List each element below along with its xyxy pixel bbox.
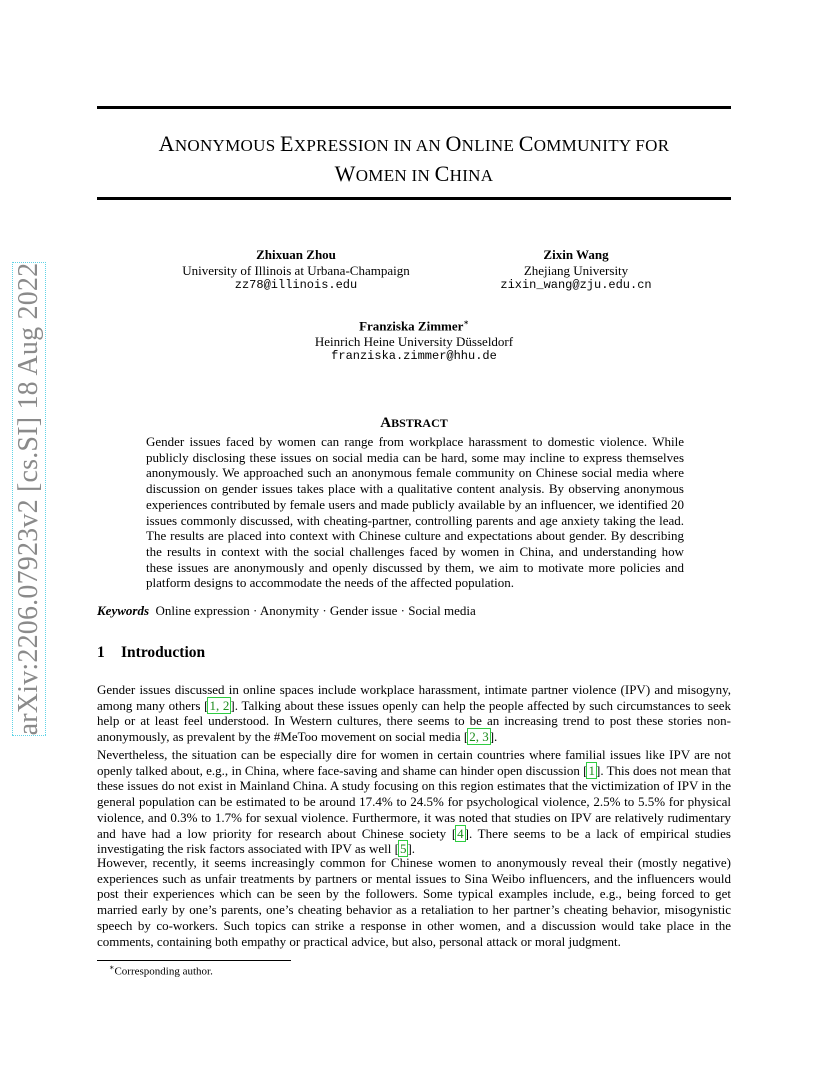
title-line-1: ANONYMOUS EXPRESSION IN AN ONLINE COMMUNITY FOR — [158, 131, 670, 156]
citation-link[interactable]: 4 — [457, 825, 464, 841]
intro-paragraph-2: Nevertheless, the situation can be especially dire for women in certain countries where familial issues like IPV are not openly talked about, e.g., in China, where face-saving and shame can hinder open discussion [1]. This does not mean that these issues do not exist in Mainland China. A study focusing on this region estimates that the victimization of IPV in the general population can be estimated to be around 17.4% to 24.5% for psychological violence, 2.5% to 5.5% for physical violence, and 0.3% to 1.7% for sexual violence. Furthermore, it was noted that studies on IPV are relatively rudimentary and have had a low priority for research about Chinese society [4]. There seems to be a lack of empirical studies investigating the risk factors associated with IPV as well [5]. — [97, 747, 731, 857]
abstract-heading: ABSTRACT — [380, 415, 448, 431]
title-bottom-rule — [97, 197, 731, 200]
footnote-marker: ∗ — [109, 963, 115, 972]
author-name: Zhixuan Zhou — [256, 247, 336, 262]
citation-link[interactable]: 1 — [588, 762, 595, 778]
citation-link[interactable]: 1, 2 — [209, 697, 230, 713]
arxiv-identifier[interactable]: arXiv:2206.07923v2 [cs.SI] 18 Aug 2022 — [13, 262, 44, 736]
section-heading — [97, 644, 205, 662]
author-name: Franziska Zimmer∗ — [359, 318, 469, 334]
author-email[interactable]: zz78@illinois.edu — [234, 278, 358, 292]
intro-paragraph-3: However, recently, it seems increasingly common for Chinese women to anonymously reveal their (mostly negative) experiences such as unfair treatments by partners or mental issues to Sina Weibo influencers, and the influencers would post their experiences which can be seen by the followers. Some typical examples include, e.g., being forced to get married early by one’s parents, one’s cheating behavior as a retaliation to her partner’s cheating behavior, misogynistic speech by co-workers. Such topics can strike a response in other women, and a discussion would take place in the comments, containing both empathy or practical advice, but also, personal attack or moral judgment. — [97, 855, 731, 949]
top-rule — [97, 106, 731, 109]
footnote — [109, 963, 213, 978]
author-affiliation: Heinrich Heine University Düsseldorf — [314, 333, 514, 349]
author-name: Zixin Wang — [543, 247, 609, 262]
intro-paragraph-1: Gender issues discussed in online spaces include workplace harassment, intimate partner violence (IPV) and misogyny, among many others [1, 2]. Talking about these issues openly can help the people affected by such circumstances to seek help or at least feel understood. In Western cultures, there seems to be an increasing trend to post these stories non-anonymously, as prevalent by the #MeToo movement on social media [2, 3]. — [97, 682, 731, 745]
citation-link[interactable]: 5 — [399, 841, 407, 857]
title-line-2: WOMEN IN CHINA — [334, 161, 494, 186]
keywords-label: Keywords — [97, 603, 149, 618]
abstract-text: Gender issues faced by women can range from workplace harassment to domestic violence. While publicly disclosing these issues on social media can be hard, some may incline to express themselves anonymously. We approached such an anonymous female community on Chinese social media where discussion on gender issues takes place with a qualitative content analysis. By observing anonymous experiences contributed by female users and made publicly available by an influencer, we identified 20 issues commonly discussed, with cheating-partner, controlling parents and age anxiety taking the lead. The results are placed into context with Chinese culture and expectations about gender. By describing the results in context with the social challenges faced by women in China, and understanding how these issues are anonymously and openly discussed by them, we aim to motivate more policies and platform designs to accommodate the needs of the affected population. — [146, 434, 684, 591]
keywords-text: Online expression · Anonymity · Gender issue · Social media — [155, 603, 476, 618]
author-email[interactable]: zixin_wang@zju.edu.cn — [500, 278, 652, 292]
author-affiliation: University of Illinois at Urbana-Champaign — [182, 262, 410, 278]
section-number: 1 — [97, 644, 105, 661]
author-email[interactable]: franziska.zimmer@hhu.de — [331, 349, 497, 364]
author-block-1 — [166, 247, 426, 294]
footnote-rule — [97, 960, 291, 961]
keywords-line — [97, 603, 476, 619]
citation-link[interactable]: 2, 3 — [469, 729, 489, 745]
author-block-3 — [274, 315, 554, 365]
footnote-text: Corresponding author. — [114, 965, 213, 978]
author-block-2 — [476, 247, 676, 294]
arxiv-stamp — [12, 262, 46, 736]
section-title: Introduction — [121, 644, 206, 661]
corresponding-marker: ∗ — [463, 318, 469, 327]
author-affiliation: Zhejiang University — [523, 262, 629, 278]
paper-title — [97, 130, 731, 190]
